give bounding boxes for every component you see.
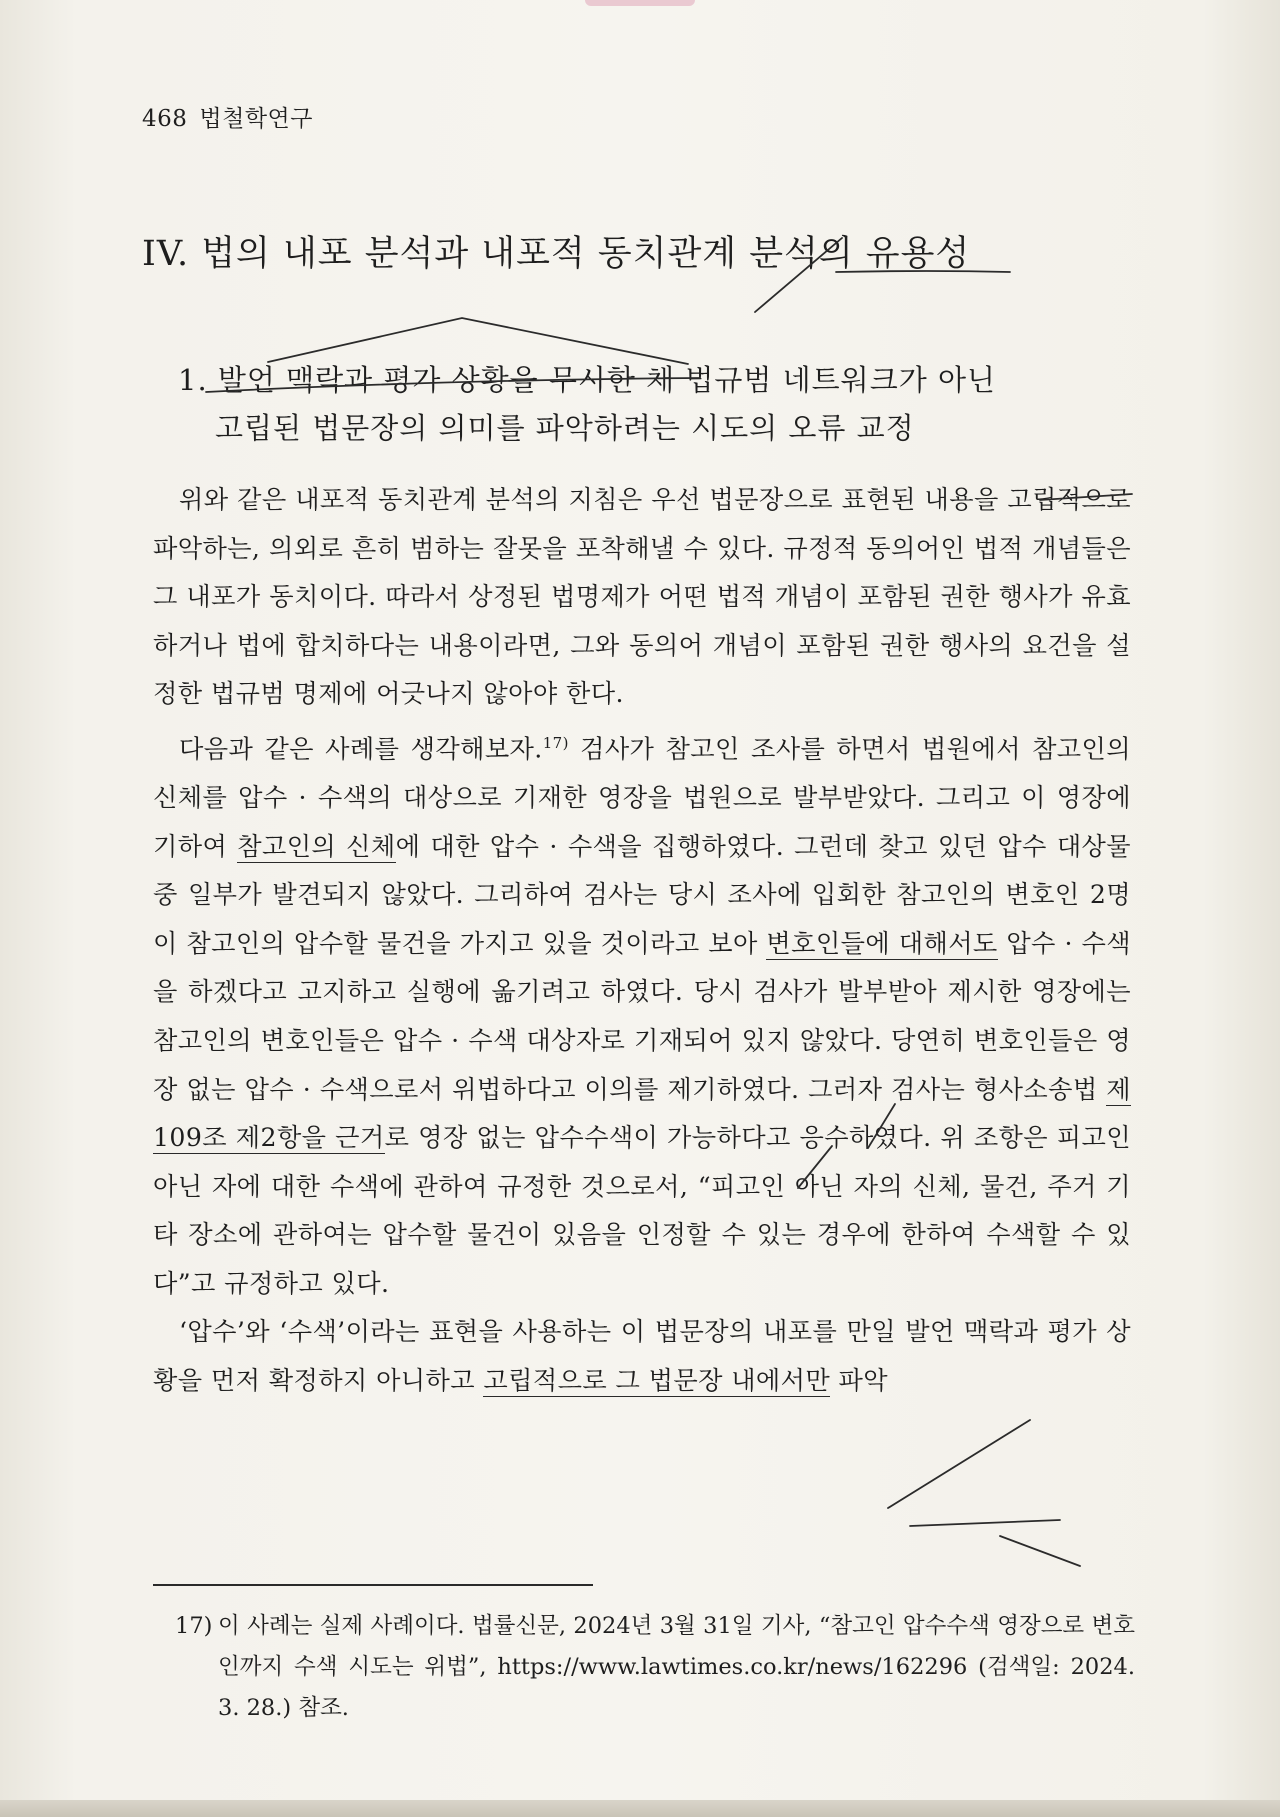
footnote-text: 이 사례는 실제 사례이다. 법률신문, 2024년 3월 31일 기사, “참고인 압수수색 영장으로 변호인까지 수색 시도는 위법”, https://www.lawtimes.co.kr/news/162296 (검색일: 2024. 3. 28.) 참조. [218,1613,1135,1721]
handwritten-underline-text: 참고인의 신체 [237,831,396,861]
pen-cross-2 [1000,1536,1080,1566]
paragraph-2-text: 다음과 같은 사례를 생각해보자. [179,734,543,764]
footnote-divider [153,1584,593,1586]
handwritten-underline-text: 고립적으로 그 법문장 내에서만 [483,1366,831,1396]
footnote-reference[interactable]: 17) [542,733,569,752]
footnote-17 [175,1606,1135,1729]
pen-cross-1 [888,1420,1030,1508]
paragraph-1: 위와 같은 내포적 동치관계 분석의 지침은 우선 법문장으로 표현된 내용을 고립적으로 파악하는, 의외로 흔히 범하는 잘못을 포착해낼 수 있다. 규정적 동의어인 법적 개념들은 그 내포가 동치이다. 따라서 상정된 법명제가 어떤 법적 개념이 포함된 권한 행사가 유효하거나 법에 합치하다는 내용이라면, 그와 동의어 개념이 포함된 권한 행사의 요건을 설정한 법규범 명제에 어긋나지 않아야 한다. [153,485,1131,709]
body-text [153,476,1131,1406]
handwritten-underline-text: 변호인들에 대해서도 [766,928,998,958]
subsection-line-2: 고립된 법문장의 의미를 파악하려는 시도의 오류 교정 [215,411,915,445]
pen-strike-line [910,1520,1060,1526]
paragraph-2-text: 에 대한 압수 · 수색을 집행하였다. 그런데 찾고 있던 압수 대상물 중 일부가 발견되지 않았다. 그리하여 검사는 당시 조사에 입회한 참고인의 변호인 2명이 참고인의 압수할 물건을 가지고 있을 것이라고 보아 [153,831,1132,958]
paragraph-2 [153,719,1131,1309]
footnote-number: 17) [175,1613,213,1639]
journal-title: 법철학연구 [199,106,313,132]
page-bottom-edge [0,1800,1280,1817]
paragraph-2-text: 압수 · 수색을 하겠다고 고지하고 실행에 옮기려고 하였다. 당시 검사가 발부받아 제시한 영장에는 참고인의 변호인들은 압수 · 수색 대상자로 기재되어 있지 않았다. 당연히 변호인들은 영장 없는 압수 · 수색으로서 위법하다고 이의를 제기하였다. 그러자 검사는 형사소송법 [153,928,1131,1104]
paragraph-2-text: 로 영장 없는 압수수색이 가능하다고 응수하였다. 위 조항은 피고인 아닌 자에 대한 수색에 관하여 규정한 것으로서, “피고인 아닌 자의 신체, 물건, 주거 기타 장소에 관하여는 압수할 물건이 있음을 인정할 수 있는 경우에 한하여 수색할 수 있다”고 규정하고 있다. [153,1123,1131,1298]
paragraph-3 [153,1308,1131,1405]
paragraph-2-text: 검사가 참고인 조사를 하면서 법원에서 참고인의 신체를 압수 · 수색의 대상으로 기재한 영장을 법원으로 발부받았다. 그리고 이 영장에 기하여 [153,734,1131,861]
subsection-title [178,356,1098,452]
page-number: 468 [142,106,188,132]
running-header [142,100,325,133]
paper-smudge [585,0,695,6]
handwritten-underline-text: 제109조 제2항을 근거 [153,1074,1131,1153]
section-title: IV. 법의 내포 분석과 내포적 동치관계 분석의 유용성 [142,234,971,274]
subsection-line-1: 1. 발언 맥락과 평가 상황을 무시한 채 법규범 네트워크가 아닌 [178,363,996,397]
paragraph-3-text: 파악 [830,1366,889,1396]
paragraph-3-text: ‘압수’와 ‘수색’이라는 표현을 사용하는 이 법문장의 내포를 만일 발언 맥락과 평가 상황을 먼저 확정하지 아니하고 [153,1317,1131,1396]
